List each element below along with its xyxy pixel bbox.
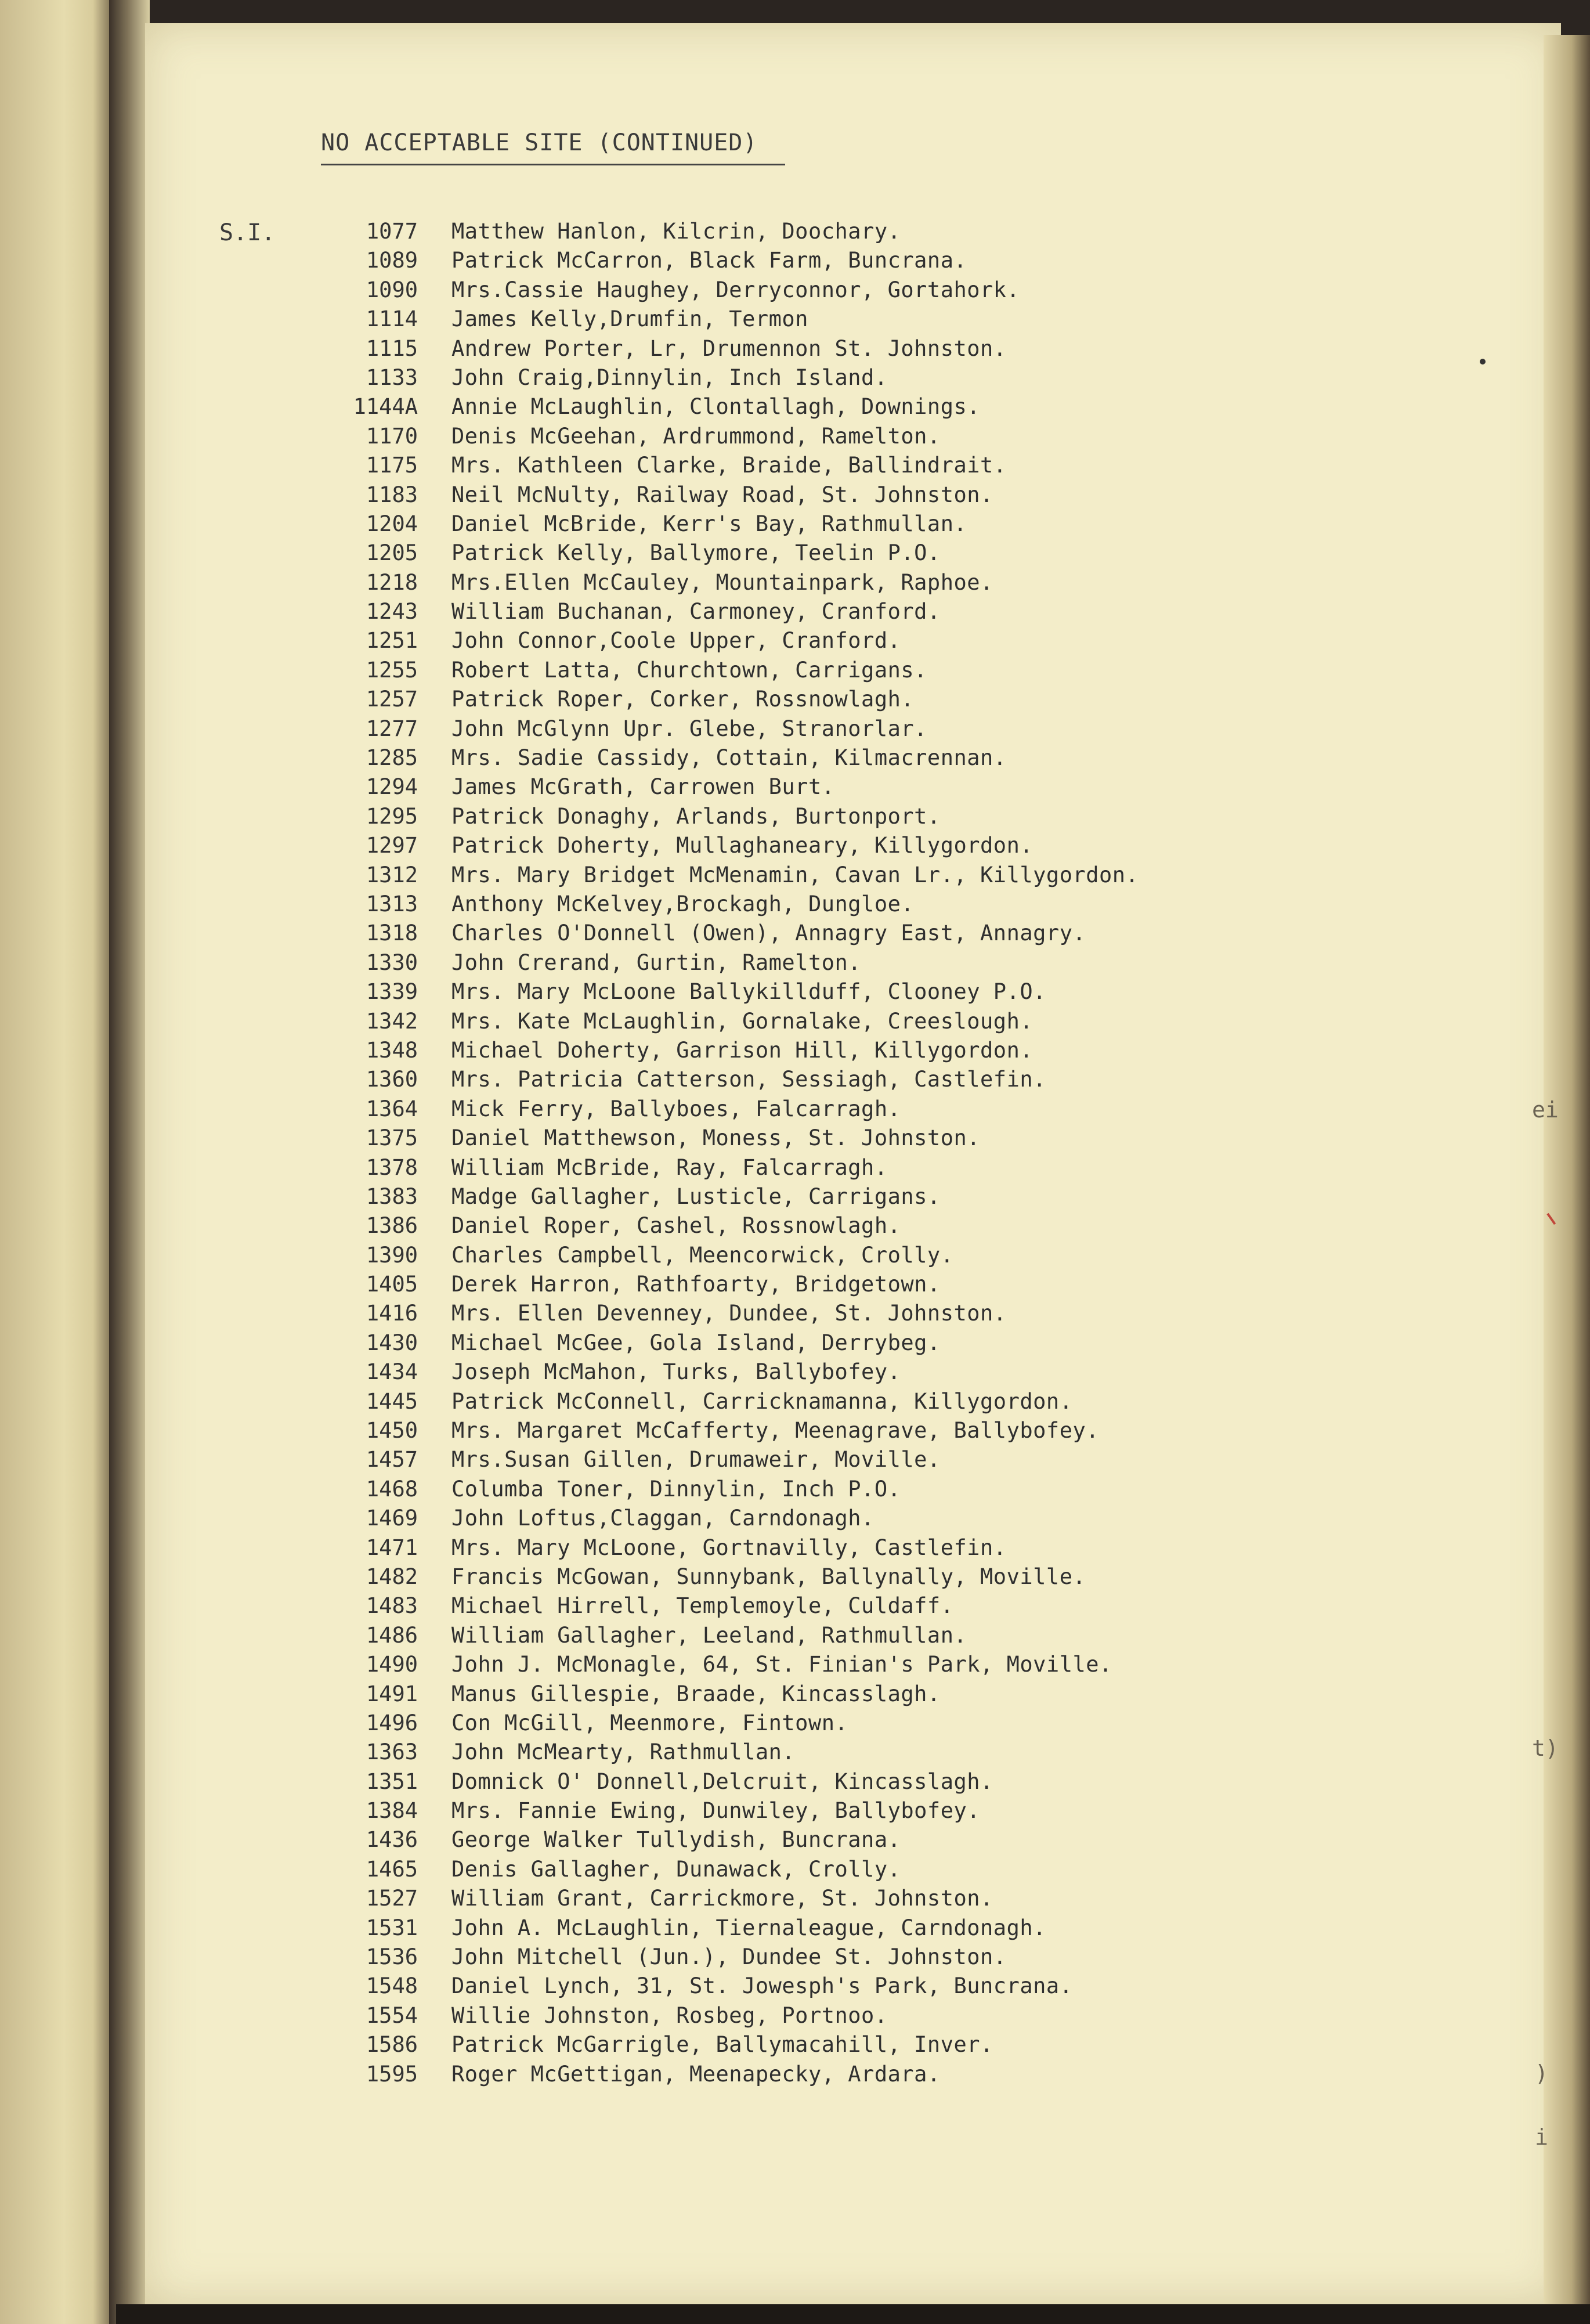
list-item bbox=[325, 1036, 1486, 1065]
entry-number: 1330 bbox=[366, 950, 418, 975]
entry-text: Daniel McBride, Kerr's Bay, Rathmullan. bbox=[451, 511, 967, 536]
list-item bbox=[325, 246, 1486, 275]
entry-text: Mrs. Kate McLaughlin, Gornalake, Creeslough. bbox=[451, 1008, 1034, 1034]
entry-number: 1554 bbox=[366, 2002, 418, 2028]
list-item bbox=[325, 392, 1486, 421]
entry-number: 1483 bbox=[366, 1593, 418, 1619]
list-item bbox=[325, 861, 1486, 890]
list-item bbox=[325, 481, 1486, 510]
entry-number: 1386 bbox=[366, 1213, 418, 1239]
entry-number: 1383 bbox=[366, 1183, 418, 1209]
entry-number: 1360 bbox=[366, 1067, 418, 1092]
entry-text: Patrick McConnell, Carricknamanna, Killygordon. bbox=[451, 1388, 1073, 1414]
entry-number: 1218 bbox=[366, 569, 418, 595]
entry-number: 1089 bbox=[366, 248, 418, 273]
entry-number: 1295 bbox=[366, 803, 418, 829]
list-item bbox=[325, 1825, 1486, 1854]
entry-number: 1496 bbox=[366, 1710, 418, 1735]
entry-number: 1390 bbox=[366, 1242, 418, 1268]
list-item bbox=[325, 1562, 1486, 1592]
entry-text: John J. McMonagle, 64, St. Finian's Park, Moville. bbox=[451, 1652, 1112, 1677]
entry-number: 1312 bbox=[366, 862, 418, 887]
entry-number: 1257 bbox=[366, 687, 418, 712]
entry-text: James McGrath, Carrowen Burt. bbox=[451, 774, 835, 800]
entry-text: William Buchanan, Carmoney, Cranford. bbox=[451, 599, 941, 625]
list-item bbox=[325, 1124, 1486, 1153]
entry-text: James Kelly,Drumfin, Termon bbox=[451, 306, 808, 332]
entry-number: 1339 bbox=[366, 979, 418, 1005]
list-item bbox=[325, 685, 1486, 714]
entry-number: 1297 bbox=[366, 833, 418, 858]
entry-text: Mrs. Fannie Ewing, Dunwiley, Ballybofey. bbox=[451, 1798, 981, 1824]
entry-text: Charles Campbell, Meencorwick, Crolly. bbox=[451, 1242, 954, 1268]
entry-text: Denis Gallagher, Dunawack, Crolly. bbox=[451, 1856, 901, 1882]
entry-text: John Loftus,Claggan, Carndonagh. bbox=[451, 1506, 874, 1531]
entry-number: 1548 bbox=[366, 1973, 418, 1999]
entry-text: Mrs. Margaret McCafferty, Meenagrave, Ballybofey. bbox=[451, 1418, 1100, 1444]
entry-text: Michael Doherty, Garrison Hill, Killygordon. bbox=[451, 1037, 1034, 1063]
entry-text: Patrick Kelly, Ballymore, Teelin P.O. bbox=[451, 540, 941, 566]
entry-number: 1175 bbox=[366, 453, 418, 478]
list-item bbox=[325, 2030, 1486, 2059]
entry-number: 1450 bbox=[366, 1418, 418, 1444]
entry-text: Daniel Lynch, 31, St. Jowesph's Park, Buncrana. bbox=[451, 1973, 1073, 1999]
entry-text: Domnick O' Donnell,Delcruit, Kincasslagh. bbox=[451, 1769, 993, 1794]
entry-number: 1348 bbox=[366, 1037, 418, 1063]
list-item bbox=[325, 1095, 1486, 1124]
entry-number: 1170 bbox=[366, 423, 418, 449]
entry-number: 1277 bbox=[366, 716, 418, 741]
list-item bbox=[325, 1650, 1486, 1679]
entry-number: 1115 bbox=[366, 335, 418, 361]
list-item bbox=[325, 276, 1486, 305]
list-item bbox=[325, 1504, 1486, 1533]
entry-text: John A. McLaughlin, Tiernaleague, Carndonagh. bbox=[451, 1915, 1046, 1940]
entry-text: Mrs. Ellen Devenney, Dundee, St. Johnston. bbox=[451, 1301, 1007, 1326]
entry-number: 1482 bbox=[366, 1564, 418, 1589]
list-item bbox=[325, 1182, 1486, 1211]
entry-text: Daniel Matthewson, Moness, St. Johnston. bbox=[451, 1125, 981, 1151]
list-item bbox=[325, 2001, 1486, 2030]
entry-number: 1486 bbox=[366, 1622, 418, 1648]
entry-text: William McBride, Ray, Falcarragh. bbox=[451, 1154, 888, 1180]
entry-text: Charles O'Donnell (Owen), Annagry East, Annagry. bbox=[451, 921, 1086, 946]
list-item bbox=[325, 1416, 1486, 1445]
entry-text: George Walker Tullydish, Buncrana. bbox=[451, 1827, 901, 1853]
list-item bbox=[325, 334, 1486, 363]
list-item bbox=[325, 1533, 1486, 1562]
list-item bbox=[325, 1211, 1486, 1240]
entry-text: William Grant, Carrickmore, St. Johnston. bbox=[451, 1886, 993, 1911]
list-item bbox=[325, 451, 1486, 480]
entry-number: 1465 bbox=[366, 1856, 418, 1882]
entry-text: Mrs.Ellen McCauley, Mountainpark, Raphoe. bbox=[451, 569, 993, 595]
list-item bbox=[325, 1738, 1486, 1767]
list-item bbox=[325, 1621, 1486, 1650]
entry-number: 1342 bbox=[366, 1008, 418, 1034]
list-item bbox=[325, 1329, 1486, 1358]
entry-list bbox=[325, 217, 1486, 2089]
entry-number: 1364 bbox=[366, 1096, 418, 1121]
entry-number: 1313 bbox=[366, 891, 418, 916]
list-item bbox=[325, 1387, 1486, 1416]
entry-text: John Crerand, Gurtin, Ramelton. bbox=[451, 950, 862, 975]
facing-page-edge bbox=[0, 0, 116, 2324]
entry-text: Con McGill, Meenmore, Fintown. bbox=[451, 1710, 848, 1735]
entry-text: William Gallagher, Leeland, Rathmullan. bbox=[451, 1622, 967, 1648]
entry-text: Manus Gillespie, Braade, Kincasslagh. bbox=[451, 1681, 941, 1706]
entry-number: 1133 bbox=[366, 365, 418, 390]
entry-number: 1384 bbox=[366, 1798, 418, 1824]
section-label: S.I. bbox=[219, 219, 276, 246]
list-item bbox=[325, 656, 1486, 685]
entry-number: 1531 bbox=[366, 1915, 418, 1940]
list-item bbox=[325, 919, 1486, 948]
entry-text: Mrs.Cassie Haughey, Derryconnor, Gortahork. bbox=[451, 277, 1020, 302]
list-item bbox=[325, 217, 1486, 246]
list-item bbox=[325, 1241, 1486, 1270]
heading-underline bbox=[321, 164, 785, 165]
list-item bbox=[325, 597, 1486, 626]
entry-text: Roger McGettigan, Meenapecky, Ardara. bbox=[451, 2061, 941, 2087]
entry-number: 1205 bbox=[366, 540, 418, 566]
list-item bbox=[325, 1914, 1486, 1943]
entry-number: 1378 bbox=[366, 1154, 418, 1180]
entry-number: 1204 bbox=[366, 511, 418, 536]
list-item bbox=[325, 1358, 1486, 1387]
list-item bbox=[325, 1709, 1486, 1738]
entry-text: Patrick Donaghy, Arlands, Burtonport. bbox=[451, 803, 941, 829]
list-item bbox=[325, 1592, 1486, 1621]
entry-text: Francis McGowan, Sunnybank, Ballynally, Moville. bbox=[451, 1564, 1086, 1589]
entry-text: Daniel Roper, Cashel, Rossnowlagh. bbox=[451, 1213, 901, 1239]
entry-number: 1457 bbox=[366, 1447, 418, 1473]
list-item bbox=[325, 568, 1486, 597]
entry-text: Mrs. Kathleen Clarke, Braide, Ballindrait. bbox=[451, 453, 1007, 478]
entry-text: Columba Toner, Dinnylin, Inch P.O. bbox=[451, 1476, 901, 1502]
list-item bbox=[325, 2060, 1486, 2089]
list-item bbox=[325, 363, 1486, 392]
list-item bbox=[325, 539, 1486, 568]
entry-text: Willie Johnston, Rosbeg, Portnoo. bbox=[451, 2002, 888, 2028]
list-item bbox=[325, 977, 1486, 1006]
entry-text: Neil McNulty, Railway Road, St. Johnston. bbox=[451, 482, 993, 507]
entry-text: Mrs. Mary Bridget McMenamin, Cavan Lr., Killygordon. bbox=[451, 862, 1139, 887]
entry-number: 1527 bbox=[366, 1886, 418, 1911]
entry-number: 1243 bbox=[366, 599, 418, 625]
list-item bbox=[325, 714, 1486, 744]
margin-fragment: ei bbox=[1532, 1097, 1559, 1123]
list-item bbox=[325, 1065, 1486, 1094]
ink-dot bbox=[1480, 359, 1486, 365]
book-gutter bbox=[109, 0, 150, 2324]
entry-text: Annie McLaughlin, Clontallagh, Downings. bbox=[451, 394, 981, 420]
list-item bbox=[325, 1943, 1486, 1972]
entry-number: 1445 bbox=[366, 1388, 418, 1414]
list-item bbox=[325, 1855, 1486, 1884]
list-item bbox=[325, 1884, 1486, 1913]
entry-number: 1595 bbox=[366, 2061, 418, 2087]
list-item bbox=[325, 744, 1486, 773]
entry-number: 1077 bbox=[366, 219, 418, 244]
entry-number: 1114 bbox=[366, 306, 418, 332]
entry-text: John Craig,Dinnylin, Inch Island. bbox=[451, 365, 888, 390]
entry-text: Mick Ferry, Ballyboes, Falcarragh. bbox=[451, 1096, 901, 1121]
list-item bbox=[325, 1767, 1486, 1796]
entry-text: Derek Harron, Rathfoarty, Bridgetown. bbox=[451, 1272, 941, 1297]
entry-text: Mrs. Mary McLoone, Gortnavilly, Castlefin. bbox=[451, 1535, 1007, 1560]
entry-text: John Connor,Coole Upper, Cranford. bbox=[451, 628, 901, 654]
entry-text: John Mitchell (Jun.), Dundee St. Johnston. bbox=[451, 1944, 1007, 1970]
list-item bbox=[325, 422, 1486, 451]
list-item bbox=[325, 1475, 1486, 1504]
entry-text: Patrick McCarron, Black Farm, Buncrana. bbox=[451, 248, 967, 273]
entry-text: Mrs. Sadie Cassidy, Cottain, Kilmacrennan. bbox=[451, 745, 1007, 771]
entry-number: 1318 bbox=[366, 921, 418, 946]
entry-number: 1416 bbox=[366, 1301, 418, 1326]
entry-number: 1375 bbox=[366, 1125, 418, 1151]
entry-number: 1144A bbox=[353, 394, 418, 420]
list-item bbox=[325, 510, 1486, 539]
entry-number: 1586 bbox=[366, 2032, 418, 2058]
entry-number: 1430 bbox=[366, 1330, 418, 1355]
entry-text: Madge Gallagher, Lusticle, Carrigans. bbox=[451, 1183, 941, 1209]
entry-number: 1468 bbox=[366, 1476, 418, 1502]
margin-fragment: t) bbox=[1532, 1735, 1559, 1761]
entry-text: Denis McGeehan, Ardrummond, Ramelton. bbox=[451, 423, 941, 449]
list-item bbox=[325, 948, 1486, 977]
entry-number: 1183 bbox=[366, 482, 418, 507]
margin-fragment: i bbox=[1535, 2124, 1548, 2150]
entry-number: 1436 bbox=[366, 1827, 418, 1853]
entry-number: 1294 bbox=[366, 774, 418, 800]
entry-text: Andrew Porter, Lr, Drumennon St. Johnston. bbox=[451, 335, 1007, 361]
list-item bbox=[325, 1972, 1486, 2001]
scan-bottom-border bbox=[116, 2304, 1590, 2324]
entry-text: John McGlynn Upr. Glebe, Stranorlar. bbox=[451, 716, 927, 741]
entry-text: Joseph McMahon, Turks, Ballybofey. bbox=[451, 1359, 901, 1385]
entry-number: 1469 bbox=[366, 1506, 418, 1531]
list-item bbox=[325, 1153, 1486, 1182]
list-item bbox=[325, 831, 1486, 860]
entry-text: Matthew Hanlon, Kilcrin, Doochary. bbox=[451, 219, 901, 244]
entry-number: 1351 bbox=[366, 1769, 418, 1794]
entry-number: 1490 bbox=[366, 1652, 418, 1677]
list-item bbox=[325, 1680, 1486, 1709]
entry-text: Mrs. Mary McLoone Ballykillduff, Clooney P.O. bbox=[451, 979, 1046, 1005]
list-item bbox=[325, 1299, 1486, 1328]
entry-number: 1251 bbox=[366, 628, 418, 654]
entry-text: Michael McGee, Gola Island, Derrybeg. bbox=[451, 1330, 941, 1355]
entry-text: Patrick Doherty, Mullaghaneary, Killygordon. bbox=[451, 833, 1034, 858]
entry-text: Anthony McKelvey,Brockagh, Dungloe. bbox=[451, 891, 915, 916]
entry-text: Patrick McGarrigle, Ballymacahill, Inver. bbox=[451, 2032, 993, 2058]
entry-number: 1255 bbox=[366, 657, 418, 683]
entry-text: Robert Latta, Churchtown, Carrigans. bbox=[451, 657, 927, 683]
list-item bbox=[325, 802, 1486, 831]
entry-text: Mrs.Susan Gillen, Drumaweir, Moville. bbox=[451, 1447, 941, 1473]
entry-text: John McMearty, Rathmullan. bbox=[451, 1740, 796, 1765]
page-heading: NO ACCEPTABLE SITE (CONTINUED) bbox=[321, 129, 758, 156]
list-item bbox=[325, 773, 1486, 802]
entry-number: 1405 bbox=[366, 1272, 418, 1297]
list-item bbox=[325, 1007, 1486, 1036]
entry-text: Patrick Roper, Corker, Rossnowlagh. bbox=[451, 687, 915, 712]
page-stack-edge bbox=[1544, 35, 1590, 2322]
entry-number: 1434 bbox=[366, 1359, 418, 1385]
list-item bbox=[325, 305, 1486, 334]
entry-number: 1090 bbox=[366, 277, 418, 302]
entry-number: 1285 bbox=[366, 745, 418, 771]
list-item bbox=[325, 1796, 1486, 1825]
list-item bbox=[325, 1445, 1486, 1474]
entry-text: Mrs. Patricia Catterson, Sessiagh, Castlefin. bbox=[451, 1067, 1046, 1092]
list-item bbox=[325, 890, 1486, 919]
list-item bbox=[325, 1270, 1486, 1299]
entry-number: 1491 bbox=[366, 1681, 418, 1706]
entry-text: Michael Hirrell, Templemoyle, Culdaff. bbox=[451, 1593, 954, 1619]
list-item bbox=[325, 626, 1486, 655]
entry-number: 1536 bbox=[366, 1944, 418, 1970]
entry-number: 1363 bbox=[366, 1740, 418, 1765]
margin-fragment: ) bbox=[1535, 2060, 1548, 2086]
entry-number: 1471 bbox=[366, 1535, 418, 1560]
